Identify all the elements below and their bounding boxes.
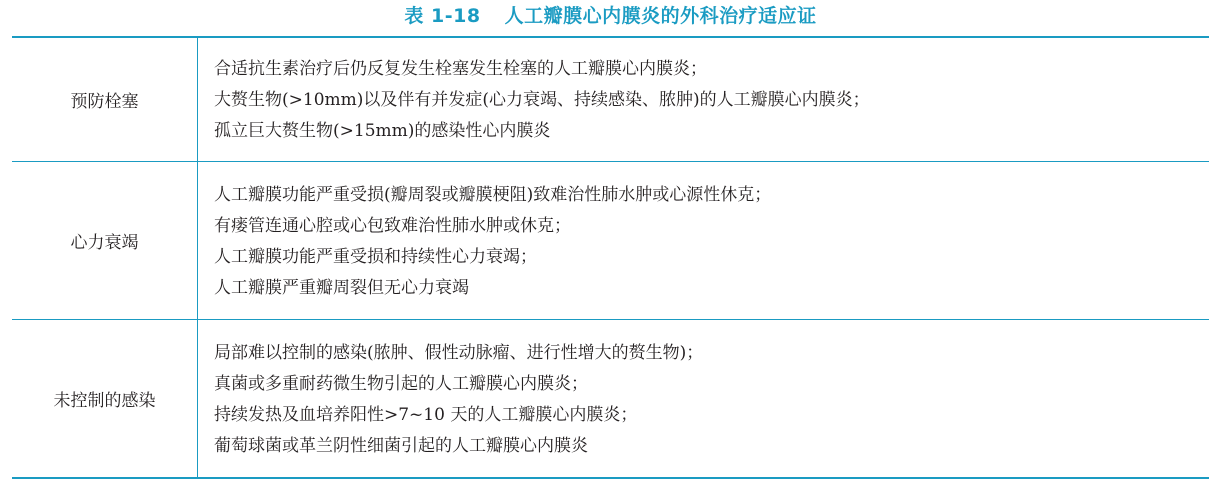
indications-table [12,36,1209,479]
table-number: 表 1-18 [404,5,481,27]
table-title: 人工瓣膜心内膜炎的外科治疗适应证 [504,5,817,27]
indication-line: 有瘘管连通心腔或心包致难治性肺水肿或休克； [214,215,571,236]
indication-line: 人工瓣膜严重瓣周裂但无心力衰竭 [214,277,469,298]
table-row-embolism [12,37,1209,162]
table-row-heart-failure [12,162,1209,320]
row-label: 心力衰竭 [12,162,198,320]
indication-line: 人工瓣膜功能严重受损(瓣周裂或瓣膜梗阻)致难治性肺水肿或心源性休克； [214,184,772,205]
row-label: 未控制的感染 [12,320,198,479]
table-row-uncontrolled-infection [12,320,1209,479]
indication-line: 孤立巨大赘生物(>15mm)的感染性心内膜炎 [214,121,551,141]
indication-line: 人工瓣膜功能严重受损和持续性心力衰竭； [214,246,537,267]
indication-line: 局部难以控制的感染(脓肿、假性动脉瘤、进行性增大的赘生物)； [214,342,704,363]
row-content [198,162,1210,320]
indication-line: 真菌或多重耐药微生物引起的人工瓣膜心内膜炎； [214,373,588,394]
indication-line: 葡萄球菌或革兰阴性细菌引起的人工瓣膜心内膜炎 [214,435,588,456]
indication-line: 大赘生物(>10mm)以及伴有并发症(心力衰竭、持续感染、脓肿)的人工瓣膜心内膜炎； [214,90,870,110]
row-content [198,37,1210,162]
indication-line: 合适抗生素治疗后仍反复发生栓塞发生栓塞的人工瓣膜心内膜炎； [214,59,707,79]
row-content [198,320,1210,479]
row-label: 预防栓塞 [12,37,198,162]
indication-line: 持续发热及血培养阳性>7~10 天的人工瓣膜心内膜炎； [214,404,638,425]
table-caption [0,0,1221,36]
